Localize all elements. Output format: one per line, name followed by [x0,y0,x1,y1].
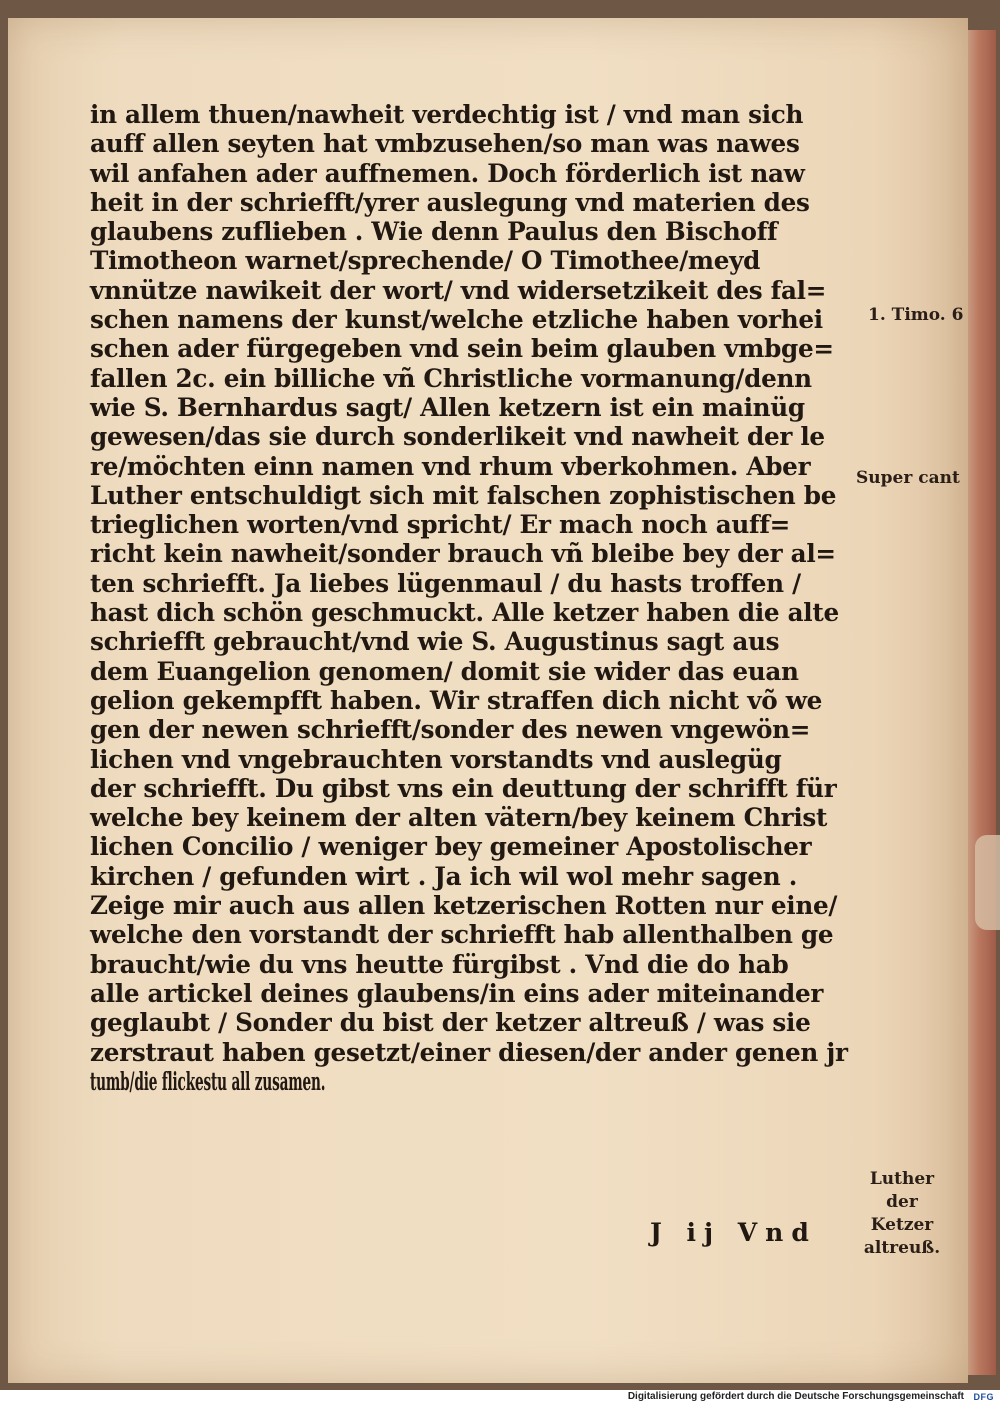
page-tab [975,835,1000,930]
text-line: schen namens der kunst/welche etzliche haben vorhei [90,305,823,335]
text-line: lichen vnd vngebrauchten vorstandts vnd auslegüg [90,744,782,774]
text-line: welche bey keinem der alten vätern/bey keinem Christ [90,803,828,833]
footer-bar [0,1390,1000,1406]
text-line: gelion gekempfft haben. Wir straffen dich nicht võ we [90,685,823,715]
text-line: ten schriefft. Ja liebes lügenmaul / du hasts troffen / [90,568,801,598]
body-text [90,100,860,1096]
text-line: zerstraut haben gesetzt/einer diesen/der ander genen jr [90,1037,848,1067]
text-line: braucht/wie du vns heutte fürgibst . Vnd die do hab [90,949,789,979]
text-line: Zeige mir auch aus allen ketzerischen Rotten nur eine/ [90,891,838,921]
text-line: fallen 2c. ein billiche vñ Christliche vormanung/denn [90,363,812,393]
text-line: der schriefft. Du gibst vns ein deuttung der schrifft für [90,773,837,803]
margin-note-timothy: 1. Timo. 6 [868,305,964,325]
text-line: richt kein nawheit/sonder brauch vñ bleibe bey der al= [90,539,836,569]
text-line: vnnütze nawikeit der wort/ vnd widersetzikeit des fal= [90,275,827,305]
text-line: dem Euangelion genomen/ domit sie wider das euan [90,656,799,686]
text-line: schriefft gebraucht/vnd wie S. Augustinus sagt aus [90,627,780,657]
margin-note-line: altreuß. [863,1238,941,1258]
page-edge [968,30,996,1375]
text-line: re/möchten einn namen vnd rhum vberkohmen. Aber [90,451,811,481]
text-line: lichen Concilio / weniger bey gemeiner Apostolischer [90,832,812,862]
text-line: gen der newen schriefft/sonder des newen vngewön= [90,715,811,745]
text-line: trieglichen worten/vnd spricht/ Er mach noch auff= [90,510,791,540]
text-line: glaubens zuflieben . Wie denn Paulus den Bischoff [90,217,778,247]
text-line: geglaubt / Sonder du bist der ketzer altreuß / was sie [90,1008,811,1038]
funding-credit: Digitalisierung gefördert durch die Deutsche Forschungsgemeinschaft [627,1391,964,1402]
text-line: welche den vorstandt der schriefft hab allenthalben ge [90,920,834,950]
text-line: hast dich schön geschmuckt. Alle ketzer haben die alte [90,598,839,628]
text-line: wie S. Bernhardus sagt/ Allen ketzern ist ein mainüg [90,392,805,422]
catchword: J ij Vnd [650,1218,817,1247]
text-line: Timotheon warnet/sprechende/ O Timothee/meyd [90,246,761,276]
margin-note-luther [852,1168,952,1260]
text-line: alle artickel deines glaubens/in eins ader miteinander [90,978,824,1008]
text-line: kirchen / gefunden wirt . Ja ich wil wol mehr sagen . [90,861,798,891]
text-line: gewesen/das sie durch sonderlikeit vnd nawheit der le [90,422,825,452]
text-line: heit in der schriefft/yrer auslegung vnd materien des [90,187,810,217]
dfg-logo: DFG [973,1392,994,1402]
margin-note-line: der Ketzer [870,1192,934,1235]
text-line: auff allen seyten hat vmbzusehen/so man was nawes [90,129,800,159]
text-line: tumb/die flickestu all zusamen. [90,1066,326,1096]
text-line: in allem thuen/nawheit verdechtig ist / vnd man sich [90,100,804,129]
text-line: Luther entschuldigt sich mit falschen zophistischen be [90,480,837,510]
text-line: wil anfahen ader auffnemen. Doch förderlich ist naw [90,158,805,188]
margin-note-line: Luther [869,1169,935,1189]
margin-note-super-cant: Super cant [856,468,960,488]
text-line: schen ader fürgegeben vnd sein beim glauben vmbge= [90,334,834,364]
